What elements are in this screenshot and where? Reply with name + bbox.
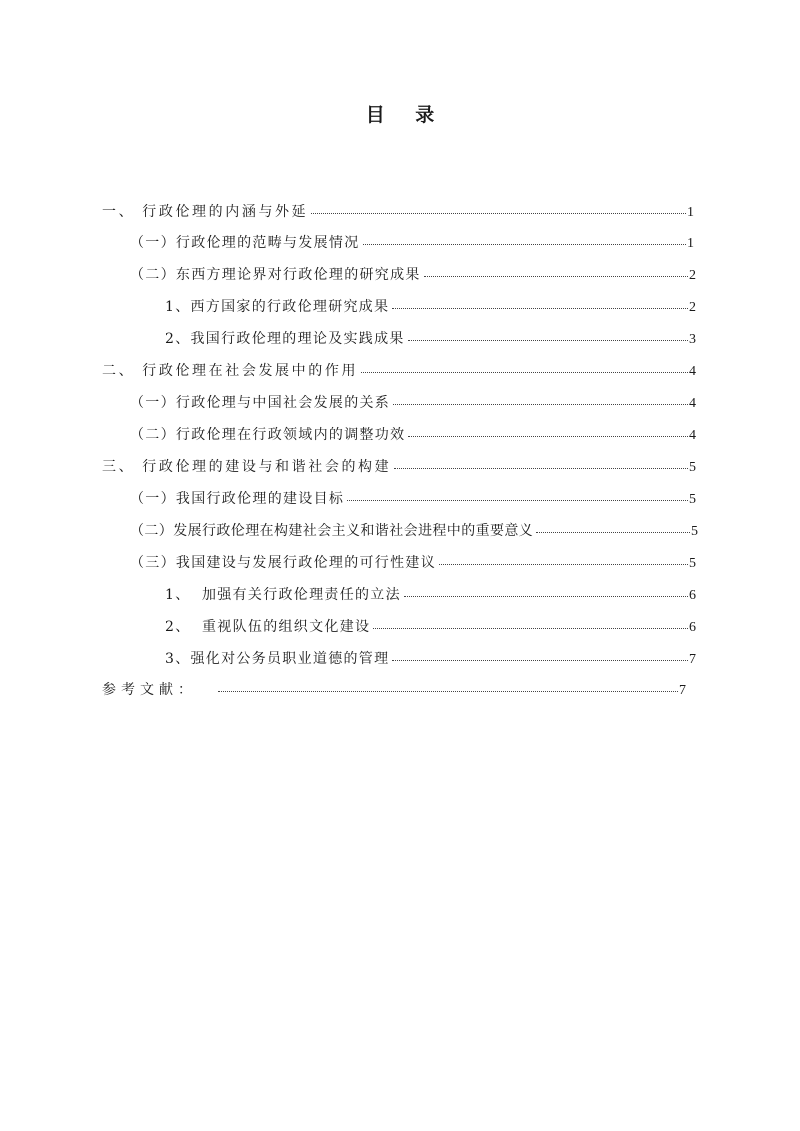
toc-page-number: 7 — [679, 683, 686, 698]
toc-entry-text: 三、 行政伦理的建设与和谐社会的构建 — [102, 459, 392, 475]
toc-entry-text: （二）行政伦理在行政领域内的调整功效 — [130, 427, 406, 443]
dot-leader — [361, 371, 688, 373]
toc-entry-text: （二）发展行政伦理在构建社会主义和谐社会进程中的重要意义 — [130, 523, 534, 539]
dot-leader — [439, 563, 688, 565]
toc-page-number: 5 — [689, 492, 696, 507]
toc-entry-text: 3、强化对公务员职业道德的管理 — [165, 651, 390, 667]
dot-leader — [424, 275, 688, 277]
dot-leader — [218, 690, 678, 692]
toc-page-number: 3 — [689, 332, 696, 347]
toc-page-number: 4 — [689, 428, 696, 443]
toc-entry[interactable] — [130, 552, 696, 574]
toc-entry[interactable] — [165, 584, 696, 606]
toc-entry-text: （三）我国建设与发展行政伦理的可行性建议 — [130, 555, 436, 571]
dot-leader — [392, 659, 688, 661]
toc-entry[interactable] — [130, 264, 696, 286]
toc-entry[interactable] — [102, 360, 696, 382]
toc-page-number: 5 — [691, 524, 698, 539]
dot-leader — [311, 212, 686, 214]
dot-leader — [347, 499, 688, 501]
toc-entry-text: 1、 加强有关行政伦理责任的立法 — [165, 587, 401, 603]
toc-entry[interactable] — [102, 456, 696, 478]
toc-entry-text: （一）行政伦理与中国社会发展的关系 — [130, 395, 391, 411]
dot-leader — [536, 531, 690, 533]
toc-entry[interactable] — [130, 520, 698, 542]
toc-entry[interactable] — [165, 648, 696, 670]
dot-leader — [404, 595, 688, 597]
toc-entry-text: 2、 重视队伍的组织文化建设 — [165, 619, 371, 635]
toc-entry[interactable] — [165, 616, 696, 638]
dot-leader — [394, 467, 688, 469]
toc-entry-text: 二、 行政伦理在社会发展中的作用 — [102, 363, 359, 379]
toc-entry-text: 一、 行政伦理的内涵与外延 — [102, 204, 309, 220]
toc-entry[interactable] — [102, 679, 686, 701]
toc-entry[interactable] — [130, 424, 696, 446]
toc-entry[interactable] — [130, 392, 696, 414]
toc-page-number: 7 — [689, 652, 696, 667]
toc-page-number: 5 — [689, 460, 696, 475]
dot-leader — [393, 403, 688, 405]
dot-leader — [363, 243, 687, 245]
toc-page-number: 6 — [689, 620, 696, 635]
toc-entry-text: 参考文献： — [102, 682, 197, 698]
toc-entry[interactable] — [165, 328, 696, 350]
toc-page-number: 1 — [687, 236, 694, 251]
toc-page-number: 4 — [689, 364, 696, 379]
dot-leader — [408, 339, 688, 341]
toc-entry-text: 1、西方国家的行政伦理研究成果 — [165, 299, 390, 315]
toc-entry[interactable] — [130, 488, 696, 510]
toc-page-number: 5 — [689, 556, 696, 571]
toc-page-number: 4 — [689, 396, 696, 411]
toc-title: 目 录 — [365, 104, 447, 126]
dot-leader — [408, 435, 688, 437]
toc-entry-text: （一）行政伦理的范畴与发展情况 — [130, 235, 360, 251]
toc-entry-text: 2、我国行政伦理的理论及实践成果 — [165, 331, 405, 347]
toc-entry[interactable] — [102, 201, 694, 223]
toc-entry-text: （二）东西方理论界对行政伦理的研究成果 — [130, 267, 421, 283]
dot-leader — [392, 307, 688, 309]
toc-page-number: 1 — [687, 205, 694, 220]
toc-page-number: 2 — [689, 268, 696, 283]
dot-leader — [373, 627, 688, 629]
toc-page-number: 6 — [689, 588, 696, 603]
toc-page-number: 2 — [689, 300, 696, 315]
toc-entry[interactable] — [130, 232, 694, 254]
toc-entry[interactable] — [165, 296, 696, 318]
toc-entry-text: （一）我国行政伦理的建设目标 — [130, 491, 345, 507]
